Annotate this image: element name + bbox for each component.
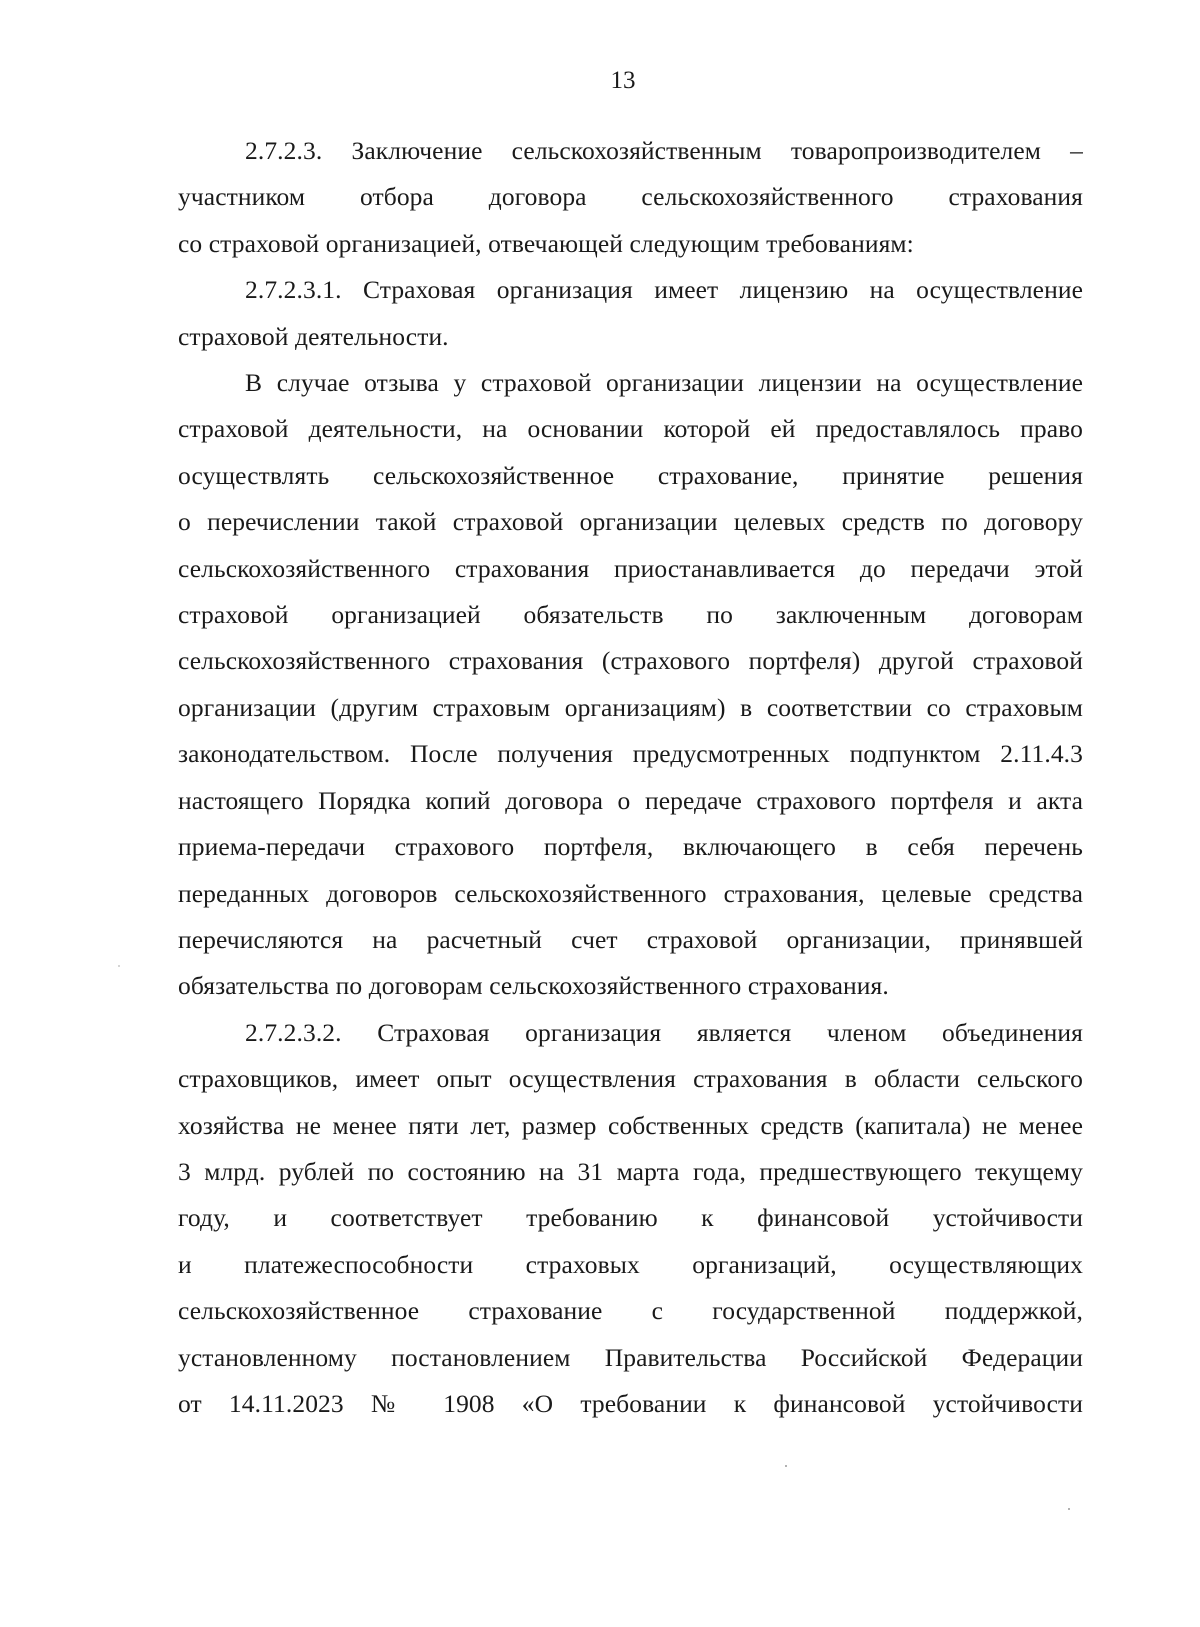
- text-line: В случае отзыва у страховой организации лицензии на осуществление: [245, 368, 1083, 398]
- text-line: году, и соответствует требованию к финансовой устойчивости: [178, 1203, 1083, 1233]
- text-line: настоящего Порядка копий договора о передаче страхового портфеля и акта: [178, 785, 1083, 815]
- text-line: 2.7.2.3.2. Страховая организация является членом объединения: [245, 1017, 1083, 1047]
- text-line: о перечислении такой страховой организации целевых средств по договору: [178, 507, 1083, 537]
- text-line: перечисляются на расчетный счет страховой организации, принявшей: [178, 924, 1083, 954]
- text-line: хозяйства не менее пяти лет, размер собственных средств (капитала) не менее: [178, 1110, 1083, 1140]
- text-line: страховой организацией обязательств по заключенным договорам: [178, 600, 1083, 630]
- text-line: сельскохозяйственного страхования приостанавливается до передачи этой: [178, 553, 1083, 583]
- text-line: страховой деятельности.: [178, 321, 449, 351]
- paragraph-license-revocation: [178, 360, 1083, 1010]
- text-line: организации (другим страховым организациям) в соответствии со страховым: [178, 692, 1083, 722]
- document-body: [178, 128, 1083, 1427]
- text-line: обязательства по договорам сельскохозяйственного страхования.: [178, 971, 889, 1001]
- text-line: 3 млрд. рублей по состоянию на 31 марта года, предшествующего текущему: [178, 1156, 1083, 1186]
- scan-speck: [785, 1465, 787, 1467]
- text-line: страховщиков, имеет опыт осуществления страхования в области сельского: [178, 1064, 1083, 1094]
- text-line: и платежеспособности страховых организаций, осуществляющих: [178, 1249, 1083, 1279]
- text-line: приема-передачи страхового портфеля, включающего в себя перечень: [178, 832, 1083, 862]
- page-number: 13: [610, 67, 636, 94]
- text-line: законодательством. После получения предусмотренных подпунктом 2.11.4.3: [178, 739, 1083, 769]
- text-line: 2.7.2.3. Заключение сельскохозяйственным товаропроизводителем –: [245, 136, 1083, 165]
- text-line: сельскохозяйственное страхование с государственной поддержкой,: [178, 1296, 1083, 1326]
- text-line: установленному постановлением Правительства Российской Федерации: [178, 1342, 1083, 1372]
- paragraph-2-7-2-3-2: [178, 1010, 1083, 1428]
- paragraph-2-7-2-3: [178, 128, 1083, 267]
- scan-speck: [118, 965, 120, 967]
- text-line: 2.7.2.3.1. Страховая организация имеет лицензию на осуществление: [245, 275, 1083, 305]
- text-line: участником отбора договора сельскохозяйственного страхования: [178, 182, 1083, 212]
- scan-speck: [1068, 1508, 1070, 1510]
- text-line: переданных договоров сельскохозяйственного страхования, целевые средства: [178, 878, 1083, 908]
- text-line: со страховой организацией, отвечающей следующим требованиям:: [178, 228, 914, 258]
- text-line: от 14.11.2023 № 1908 «О требовании к финансовой устойчивости: [178, 1388, 1083, 1418]
- text-line: страховой деятельности, на основании которой ей предоставлялось право: [178, 414, 1083, 444]
- text-line: осуществлять сельскохозяйственное страхование, принятие решения: [178, 460, 1083, 490]
- text-line: сельскохозяйственного страхования (страхового портфеля) другой страховой: [178, 646, 1083, 676]
- paragraph-2-7-2-3-1: [178, 267, 1083, 360]
